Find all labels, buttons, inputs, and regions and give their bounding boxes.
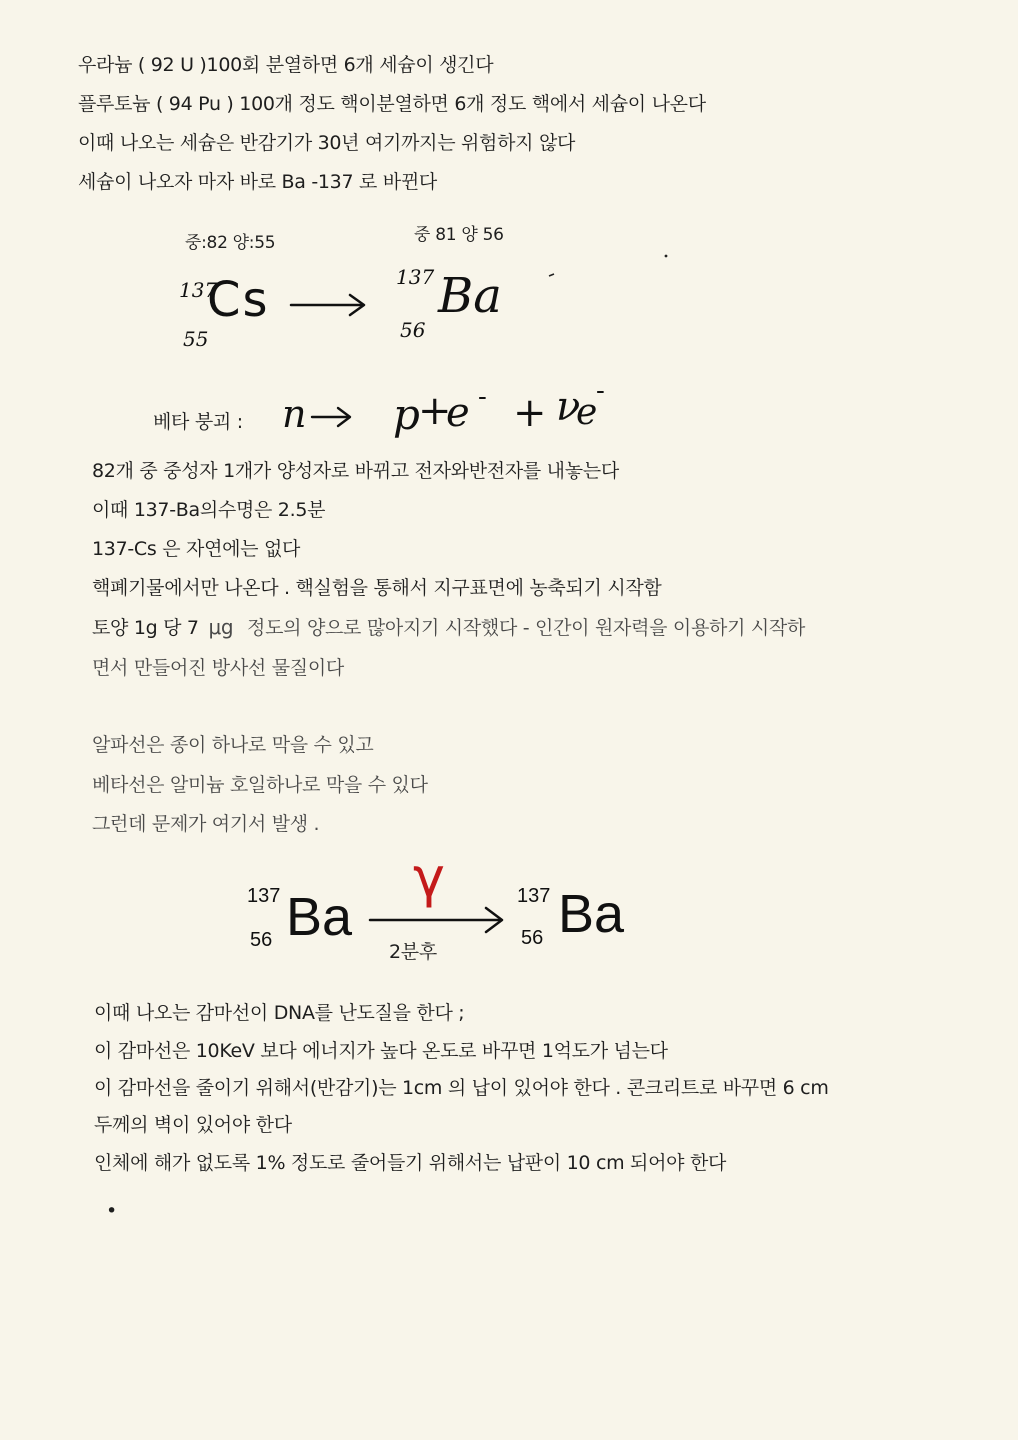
- beta-neutron: n: [282, 392, 307, 436]
- beta-line: 베타선은 알미늄 호일하나로 막을 수 있다: [92, 774, 428, 796]
- beta-proton: p: [393, 390, 420, 439]
- ba-symbol: Ba: [438, 268, 502, 324]
- body-line-4: 핵폐기물에서만 나온다 . 핵실험을 통해서 지구표면에 농축되기 시작함: [92, 577, 662, 599]
- cs-symbol: Cs: [207, 272, 270, 328]
- cs-neutron-proton-note: 중:82 양:55: [185, 233, 276, 253]
- decay-arrow-icon: [288, 290, 368, 320]
- time-label: 2분후: [389, 941, 437, 963]
- beta-electron-charge: -: [478, 382, 487, 412]
- beta-decay-label: 베타 붕괴 :: [153, 411, 243, 433]
- intro-line-3: 이때 나오는 세슘은 반감기가 30년 여기까지는 위험하지 않다: [78, 132, 576, 154]
- ending-line-5: 인체에 해가 없도록 1% 정도로 줄어들기 위해서는 납판이 10 cm 되어야 한다: [94, 1152, 727, 1174]
- ending-line-1: 이때 나오는 감마선이 DNA를 난도질을 한다 ;: [94, 1002, 465, 1024]
- body-line-3: 137-Cs 은 자연에는 없다: [92, 538, 301, 560]
- ba-right-mass: 137: [517, 885, 551, 907]
- ba-neutron-proton-note: 중 81 양 56: [414, 225, 504, 245]
- ba-left-atomic: 56: [250, 929, 273, 951]
- body-line-2: 이때 137-Ba의수명은 2.5분: [92, 499, 326, 521]
- body-line-1: 82개 중 중성자 1개가 양성자로 바뀌고 전자와반전자를 내놓는다: [92, 460, 619, 482]
- gamma-symbol: γ: [413, 846, 445, 909]
- beta-plus-1: +: [418, 388, 452, 434]
- body-line-5: [92, 613, 805, 640]
- gamma-arrow-icon: [368, 904, 508, 936]
- ending-line-2: 이 감마선은 10KeV 보다 에너지가 높다 온도로 바꾸면 1억도가 넘는다: [94, 1040, 668, 1062]
- intro-line-4: 세슘이 나오자 마자 바로 Ba -137 로 바뀐다: [78, 171, 437, 193]
- alpha-line: 알파선은 종이 하나로 막을 수 있고: [92, 734, 374, 756]
- intro-line-2: 플루토늄 ( 94 Pu ) 100개 정도 핵이분열하면 6개 정도 핵에서 세슘이 나온다: [78, 93, 706, 115]
- ba-left-mass: 137: [247, 885, 281, 907]
- soil-amount: 토양 1g 당 7: [92, 617, 199, 639]
- beta-electron: e: [446, 390, 470, 436]
- ba-atomic-number: 56: [400, 318, 426, 342]
- ba-left-symbol: Ba: [286, 887, 353, 947]
- beta-arrow-icon: [310, 404, 354, 430]
- soil-amount-description: 정도의 양으로 많아지기 시작했다 - 인간이 원자력을 이용하기 시작하: [247, 617, 806, 639]
- beta-plus-2: +: [513, 390, 547, 436]
- beta-antineutrino-e: e: [576, 392, 598, 433]
- body-line-6: 면서 만들어진 방사선 물질이다: [92, 657, 344, 679]
- ba-right-symbol: Ba: [558, 884, 625, 944]
- problem-line: 그런데 문제가 여기서 발생 .: [92, 813, 320, 835]
- cs-mass-number: 137: [179, 278, 218, 302]
- ending-line-3: 이 감마선을 줄이기 위해서(반감기)는 1cm 의 납이 있어야 한다 . 콘크리트로 바꾸면 6 cm: [94, 1077, 829, 1099]
- beta-neutrino: ν: [556, 384, 581, 430]
- ending-line-4: 두께의 벽이 있어야 한다: [94, 1114, 292, 1136]
- intro-line-1: 우라늄 ( 92 U )100회 분열하면 6개 세슘이 생긴다: [78, 54, 494, 76]
- microgram-unit: μg: [208, 615, 234, 639]
- ba-mass-number: 137: [396, 265, 435, 289]
- stray-marks: [545, 250, 675, 280]
- cs-atomic-number: 55: [183, 327, 209, 351]
- bullet-point: •: [106, 1200, 117, 1222]
- ba-right-atomic: 56: [521, 927, 544, 949]
- beta-antineutrino-charge: -: [596, 376, 605, 406]
